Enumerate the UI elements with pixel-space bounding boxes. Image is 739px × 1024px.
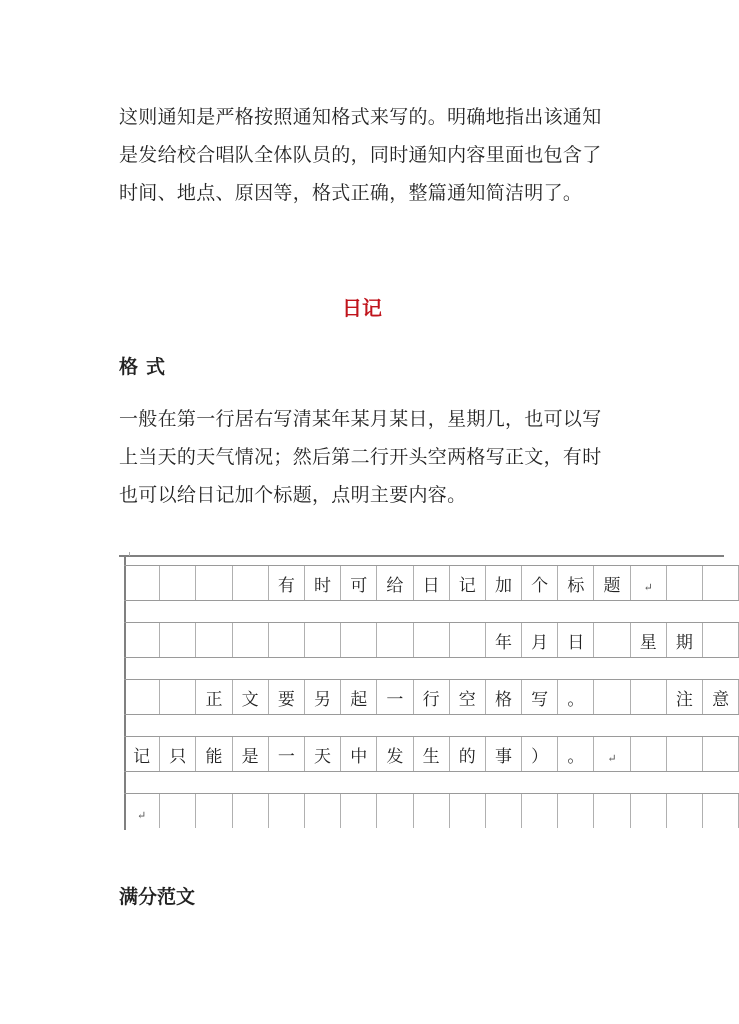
grid-cell: 个 bbox=[522, 566, 558, 600]
grid-cell bbox=[341, 623, 377, 657]
grid-cell bbox=[196, 623, 232, 657]
grid-cell bbox=[233, 623, 269, 657]
grid-cell: 天 bbox=[305, 737, 341, 771]
section-title: 日记 bbox=[342, 296, 382, 320]
grid-cell bbox=[269, 794, 305, 828]
grid-cell bbox=[160, 794, 196, 828]
grid-cell: 一 bbox=[269, 737, 305, 771]
grid-cell: 日 bbox=[558, 623, 594, 657]
grid-cell bbox=[341, 794, 377, 828]
grid-cell: 是 bbox=[233, 737, 269, 771]
grid-cell bbox=[160, 680, 196, 714]
grid-cell bbox=[594, 623, 630, 657]
grid-cell: 期 bbox=[667, 623, 703, 657]
grid-cell: 发 bbox=[377, 737, 413, 771]
grid-cell bbox=[703, 794, 739, 828]
grid-cell bbox=[631, 737, 667, 771]
grid-cell: 格 bbox=[486, 680, 522, 714]
grid-cell: 。 bbox=[558, 737, 594, 771]
grid-cell: 要 bbox=[269, 680, 305, 714]
grid-row bbox=[124, 736, 739, 772]
grid-cell: 加 bbox=[486, 566, 522, 600]
grid-row bbox=[124, 622, 739, 658]
grid-cell bbox=[667, 794, 703, 828]
grid-cell: 文 bbox=[233, 680, 269, 714]
intro-paragraph: 这则通知是严格按照通知格式来写的。明确地指出该通知是发给校合唱队全体队员的，同时通知内容里面也包含了时间、地点、原因等，格式正确，整篇通知简洁明了。 bbox=[119, 106, 602, 204]
grid-row bbox=[124, 679, 739, 715]
grid-row bbox=[124, 565, 739, 601]
corner-mark bbox=[129, 552, 134, 556]
grid-cell bbox=[377, 623, 413, 657]
grid-cell: 的 bbox=[450, 737, 486, 771]
grid-cell: 有 bbox=[269, 566, 305, 600]
grid-cell bbox=[594, 680, 630, 714]
grid-cell: ↵ bbox=[631, 566, 667, 600]
grid-cell: 注 bbox=[667, 680, 703, 714]
grid-cell bbox=[305, 623, 341, 657]
grid-cell bbox=[703, 566, 739, 600]
grid-cell bbox=[269, 623, 305, 657]
essay-heading: 满分范文 bbox=[119, 886, 196, 908]
grid-cell: 意 bbox=[703, 680, 739, 714]
grid-cell bbox=[196, 566, 232, 600]
grid-cell bbox=[124, 623, 160, 657]
format-heading: 格式 bbox=[119, 356, 174, 378]
grid-cell: 时 bbox=[305, 566, 341, 600]
grid-cell: 。 bbox=[558, 680, 594, 714]
grid-cell: ） bbox=[522, 737, 558, 771]
grid-cell bbox=[124, 680, 160, 714]
grid-cell: 空 bbox=[450, 680, 486, 714]
grid-cell: 事 bbox=[486, 737, 522, 771]
grid-cell: 题 bbox=[594, 566, 630, 600]
grid-cell bbox=[450, 794, 486, 828]
grid-cell: 可 bbox=[341, 566, 377, 600]
grid-cell: 一 bbox=[377, 680, 413, 714]
grid-cell bbox=[667, 737, 703, 771]
grid-cell: ↵ bbox=[594, 737, 630, 771]
grid-cell: 写 bbox=[522, 680, 558, 714]
grid-cell bbox=[160, 566, 196, 600]
grid-cell bbox=[414, 623, 450, 657]
grid-paper-illustration bbox=[119, 552, 730, 830]
grid-cell bbox=[522, 794, 558, 828]
grid-cell: 给 bbox=[377, 566, 413, 600]
grid-cell bbox=[558, 794, 594, 828]
grid-cell: 起 bbox=[341, 680, 377, 714]
grid-cell bbox=[631, 680, 667, 714]
grid-cell: 记 bbox=[450, 566, 486, 600]
grid-cell bbox=[196, 794, 232, 828]
grid-cell bbox=[124, 566, 160, 600]
grid-cell bbox=[414, 794, 450, 828]
grid-row bbox=[124, 793, 739, 833]
grid-cell: 标 bbox=[558, 566, 594, 600]
grid-cell: 记 bbox=[124, 737, 160, 771]
grid-cell bbox=[667, 566, 703, 600]
grid-cell bbox=[594, 794, 630, 828]
grid-cell bbox=[305, 794, 341, 828]
grid-cell bbox=[377, 794, 413, 828]
grid-cell: 月 bbox=[522, 623, 558, 657]
grid-cell bbox=[233, 566, 269, 600]
grid-cell: 生 bbox=[414, 737, 450, 771]
grid-cell: ↵ bbox=[124, 794, 160, 828]
grid-cell bbox=[233, 794, 269, 828]
grid-cell bbox=[486, 794, 522, 828]
grid-cell bbox=[631, 794, 667, 828]
grid-cell: 日 bbox=[414, 566, 450, 600]
format-paragraph: 一般在第一行居右写清某年某月某日，星期几，也可以写上当天的天气情况；然后第二行开头空两格写正文，有时也可以给日记加个标题，点明主要内容。 bbox=[119, 408, 602, 506]
grid-cell: 行 bbox=[414, 680, 450, 714]
grid-cell: 正 bbox=[196, 680, 232, 714]
grid-cell: 只 bbox=[160, 737, 196, 771]
grid-cell: 年 bbox=[486, 623, 522, 657]
grid-cell bbox=[703, 737, 739, 771]
grid-cell: 能 bbox=[196, 737, 232, 771]
grid-cell bbox=[450, 623, 486, 657]
grid-cell bbox=[703, 623, 739, 657]
grid-cell: 另 bbox=[305, 680, 341, 714]
grid-cell: 星 bbox=[631, 623, 667, 657]
grid-cell: 中 bbox=[341, 737, 377, 771]
grid-top-border bbox=[119, 555, 724, 557]
grid-cell bbox=[160, 623, 196, 657]
